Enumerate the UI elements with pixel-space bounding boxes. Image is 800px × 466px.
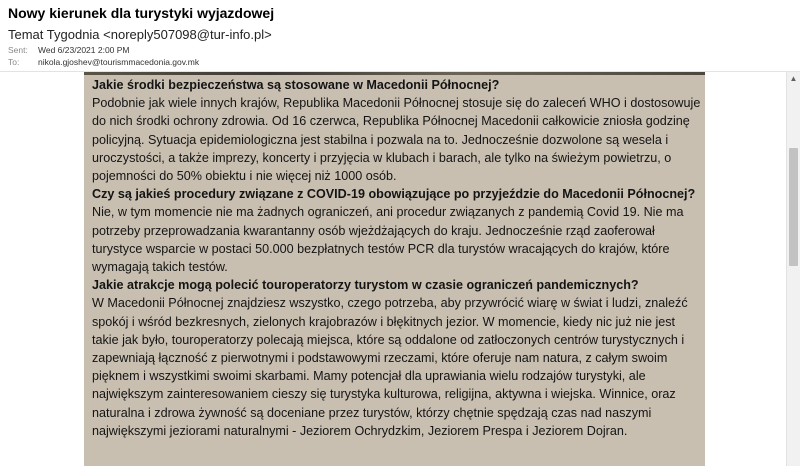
email-body xyxy=(0,72,786,466)
email-header xyxy=(0,0,800,72)
to-label: To: xyxy=(8,57,20,67)
to-recipient[interactable]: nikola.gjoshev@tourismmacedonia.gov.mk xyxy=(38,57,200,67)
vertical-scrollbar[interactable] xyxy=(786,72,800,466)
answer-paragraph: Nie, w tym momencie nie ma żadnych ograniczeń, ani procedur związanych z pandemią Covid 19. Nie ma potrzeby przeprowadzania kwarantanny osób wjeżdżających do kraju. Jednocześnie rząd zaoferował turystyce wsparcie w postaci 50.000 bezpłatnych testów PCR dla turystów wracających do krajów, które wymagają takich testów. xyxy=(92,205,684,275)
header-photo xyxy=(84,72,705,75)
answer-paragraph: W Macedonii Północnej znajdziesz wszystko, czego potrzeba, aby przywrócić wiarę w świat i ludzi, znaleźć spokój i wśród bezkresnych, zielonych krajobrazów i błękitnych jezior. W momencie, kiedy nic już nie jest takie jak było, touroperatorzy polecają miejsca, które są oddalone od zatłoczonych centrów turystycznych i zapewniają łączność z pierwotnymi i podstawowymi rzeczami, które oferuje nam natura, z całym swoim pięknem i wszystkimi swoimi skarbami. Mamy potencjał dla uprawiania wielu rodzajów turystyki, ale największym zainteresowaniem cieszy się turystyka kulturowa, religijna, aktywna i wiejska. Winnice, oraz naturalna i zdrowa żywność są doceniane przez turystów, którzy chętnie spędzają czas nad naszymi największymi jeziorami naturalnymi - Jeziorem Ochrydzkim, Jeziorem Prespa i Jeziorem Dojran. xyxy=(92,296,688,438)
sent-label: Sent: xyxy=(8,45,28,55)
scroll-up-icon[interactable]: ▲ xyxy=(789,74,798,83)
to-row xyxy=(8,57,199,67)
message-content xyxy=(84,72,705,466)
message-text xyxy=(92,76,702,440)
question-heading: Czy są jakieś procedury związane z COVID-19 obowiązujące po przyjeździe do Macedonii Północnej? xyxy=(92,187,696,202)
question-heading: Jakie atrakcje mogą polecić touroperatorzy turystom w czasie ograniczeń pandemicznych? xyxy=(92,278,639,293)
email-subject: Nowy kierunek dla turystyki wyjazdowej xyxy=(8,5,275,21)
answer-paragraph: Podobnie jak wiele innych krajów, Republika Macedonii Północnej stosuje się do zaleceń WHO i dostosowuje do nich środki ochrony zdrowia. Od 16 czerwca, Republika Północnej Macedonii całkowicie zniosła godzinę policyjną. Sytuacja epidemiologiczna jest stabilna i pozwala na to. Jednocześnie dozwolone są wesela i uroczystości, a także imprezy, koncerty i przyjęcia w klubach i barach, ale tylko na świeżym powietrzu, o pojemności do 50% obiektu i nie więcej niż 1000 osób. xyxy=(92,96,701,184)
scrollbar-thumb[interactable] xyxy=(789,148,798,266)
email-sender[interactable]: Temat Tygodnia <noreply507098@tur-info.pl> xyxy=(8,27,272,42)
sent-value: Wed 6/23/2021 2:00 PM xyxy=(38,45,130,55)
sent-row xyxy=(8,45,130,55)
question-heading: Jakie środki bezpieczeństwa są stosowane w Macedonii Północnej? xyxy=(92,78,500,92)
